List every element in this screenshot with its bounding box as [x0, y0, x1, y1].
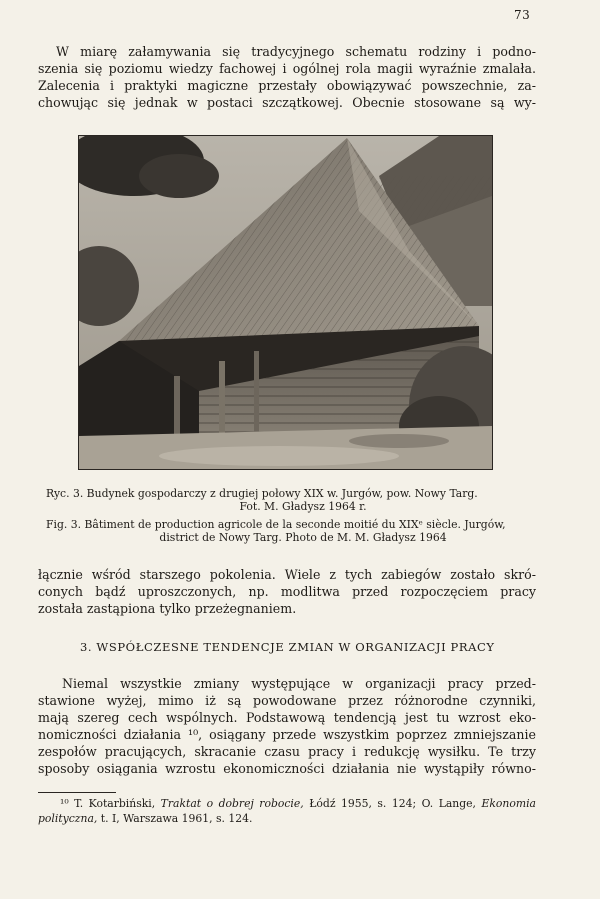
footnote-line: [38, 811, 536, 826]
text-line: Niemal wszystkie zmiany występujące w organizacji pracy przed-: [62, 676, 536, 691]
text-line: chowując się jednak w postaci szczątkowej. Obecnie stosowane są wy-: [38, 95, 536, 110]
footnote-author: T. Kotarbiński,: [74, 797, 156, 810]
paragraph-3: [38, 675, 536, 777]
figure-caption-french: [38, 518, 568, 544]
photo-illustration: [79, 136, 492, 469]
paragraph-1: [38, 43, 536, 111]
caption-line: district de Nowy Targ. Photo de M. M. Gładysz 1964: [159, 531, 447, 544]
text-line: W miarę załamywania się tradycyjnego schematu rodziny i podno-: [56, 44, 536, 59]
paragraph-2: [38, 566, 536, 617]
text-line: stawione wyżej, mimo iż są powodowane przez różnorodne czynniki,: [38, 693, 536, 708]
caption-line: Fot. M. Gładysz 1964 r.: [239, 500, 367, 513]
photo-farm-building: [78, 135, 493, 470]
text-line: sposoby osiągania wzrostu ekonomiczności działania nie wystąpiły równo-: [38, 761, 536, 776]
text-line: Zalecenia i praktyki magiczne przestały obowiązywać powszechnie, za-: [38, 78, 536, 93]
footnote-line: [38, 796, 536, 811]
text-line: nomiczności działania ¹⁰, osiągany przede wszystkim poprzez zmniejszanie: [38, 727, 536, 742]
caption-line: Fig. 3. Bâtiment de production agricole de la seconde moitié du XIXᵉ siècle. Jurgów,: [46, 518, 506, 531]
footnote-title: Ekonomia: [481, 797, 536, 810]
text-line: szenia się poziomu wiedzy fachowej i ogólnej rola magii wyraźnie zmalała.: [38, 61, 536, 76]
text-line: zespołów pracujących, skracanie czasu pracy i redukcję wysiłku. Te trzy: [38, 744, 536, 759]
footnote-marker: ¹⁰: [60, 797, 69, 810]
text-line: została zastąpiona tylko przeżegnaniem.: [38, 601, 297, 616]
footnote-title: polityczna,: [38, 812, 98, 825]
section-heading: 3. WSPÓŁCZESNE TENDENCJE ZMIAN W ORGANIZACJI PRACY: [80, 640, 495, 654]
text-line: conych bądź uproszczonych, np. modlitwa przed rozpoczęciem pracy: [38, 584, 536, 599]
footnote: [38, 796, 536, 826]
caption-line: Ryc. 3. Budynek gospodarczy z drugiej połowy XIX w. Jurgów, pow. Nowy Targ.: [46, 487, 478, 500]
text-line: mają szereg cech wspólnych. Podstawową tendencją jest tu wzrost eko-: [38, 710, 536, 725]
figure-caption-polish: [38, 487, 568, 513]
footnote-title: Traktat o dobrej robocie,: [160, 797, 304, 810]
text-line: łącznie wśród starszego pokolenia. Wiele z tych zabiegów zostało skró-: [38, 567, 536, 582]
footnote-text: t. I, Warszawa 1961, s. 124.: [100, 812, 253, 825]
footnote-divider: [38, 792, 116, 793]
footnote-text: Łódź 1955, s. 124; O. Lange,: [309, 797, 476, 810]
page-number: 73: [514, 8, 531, 22]
